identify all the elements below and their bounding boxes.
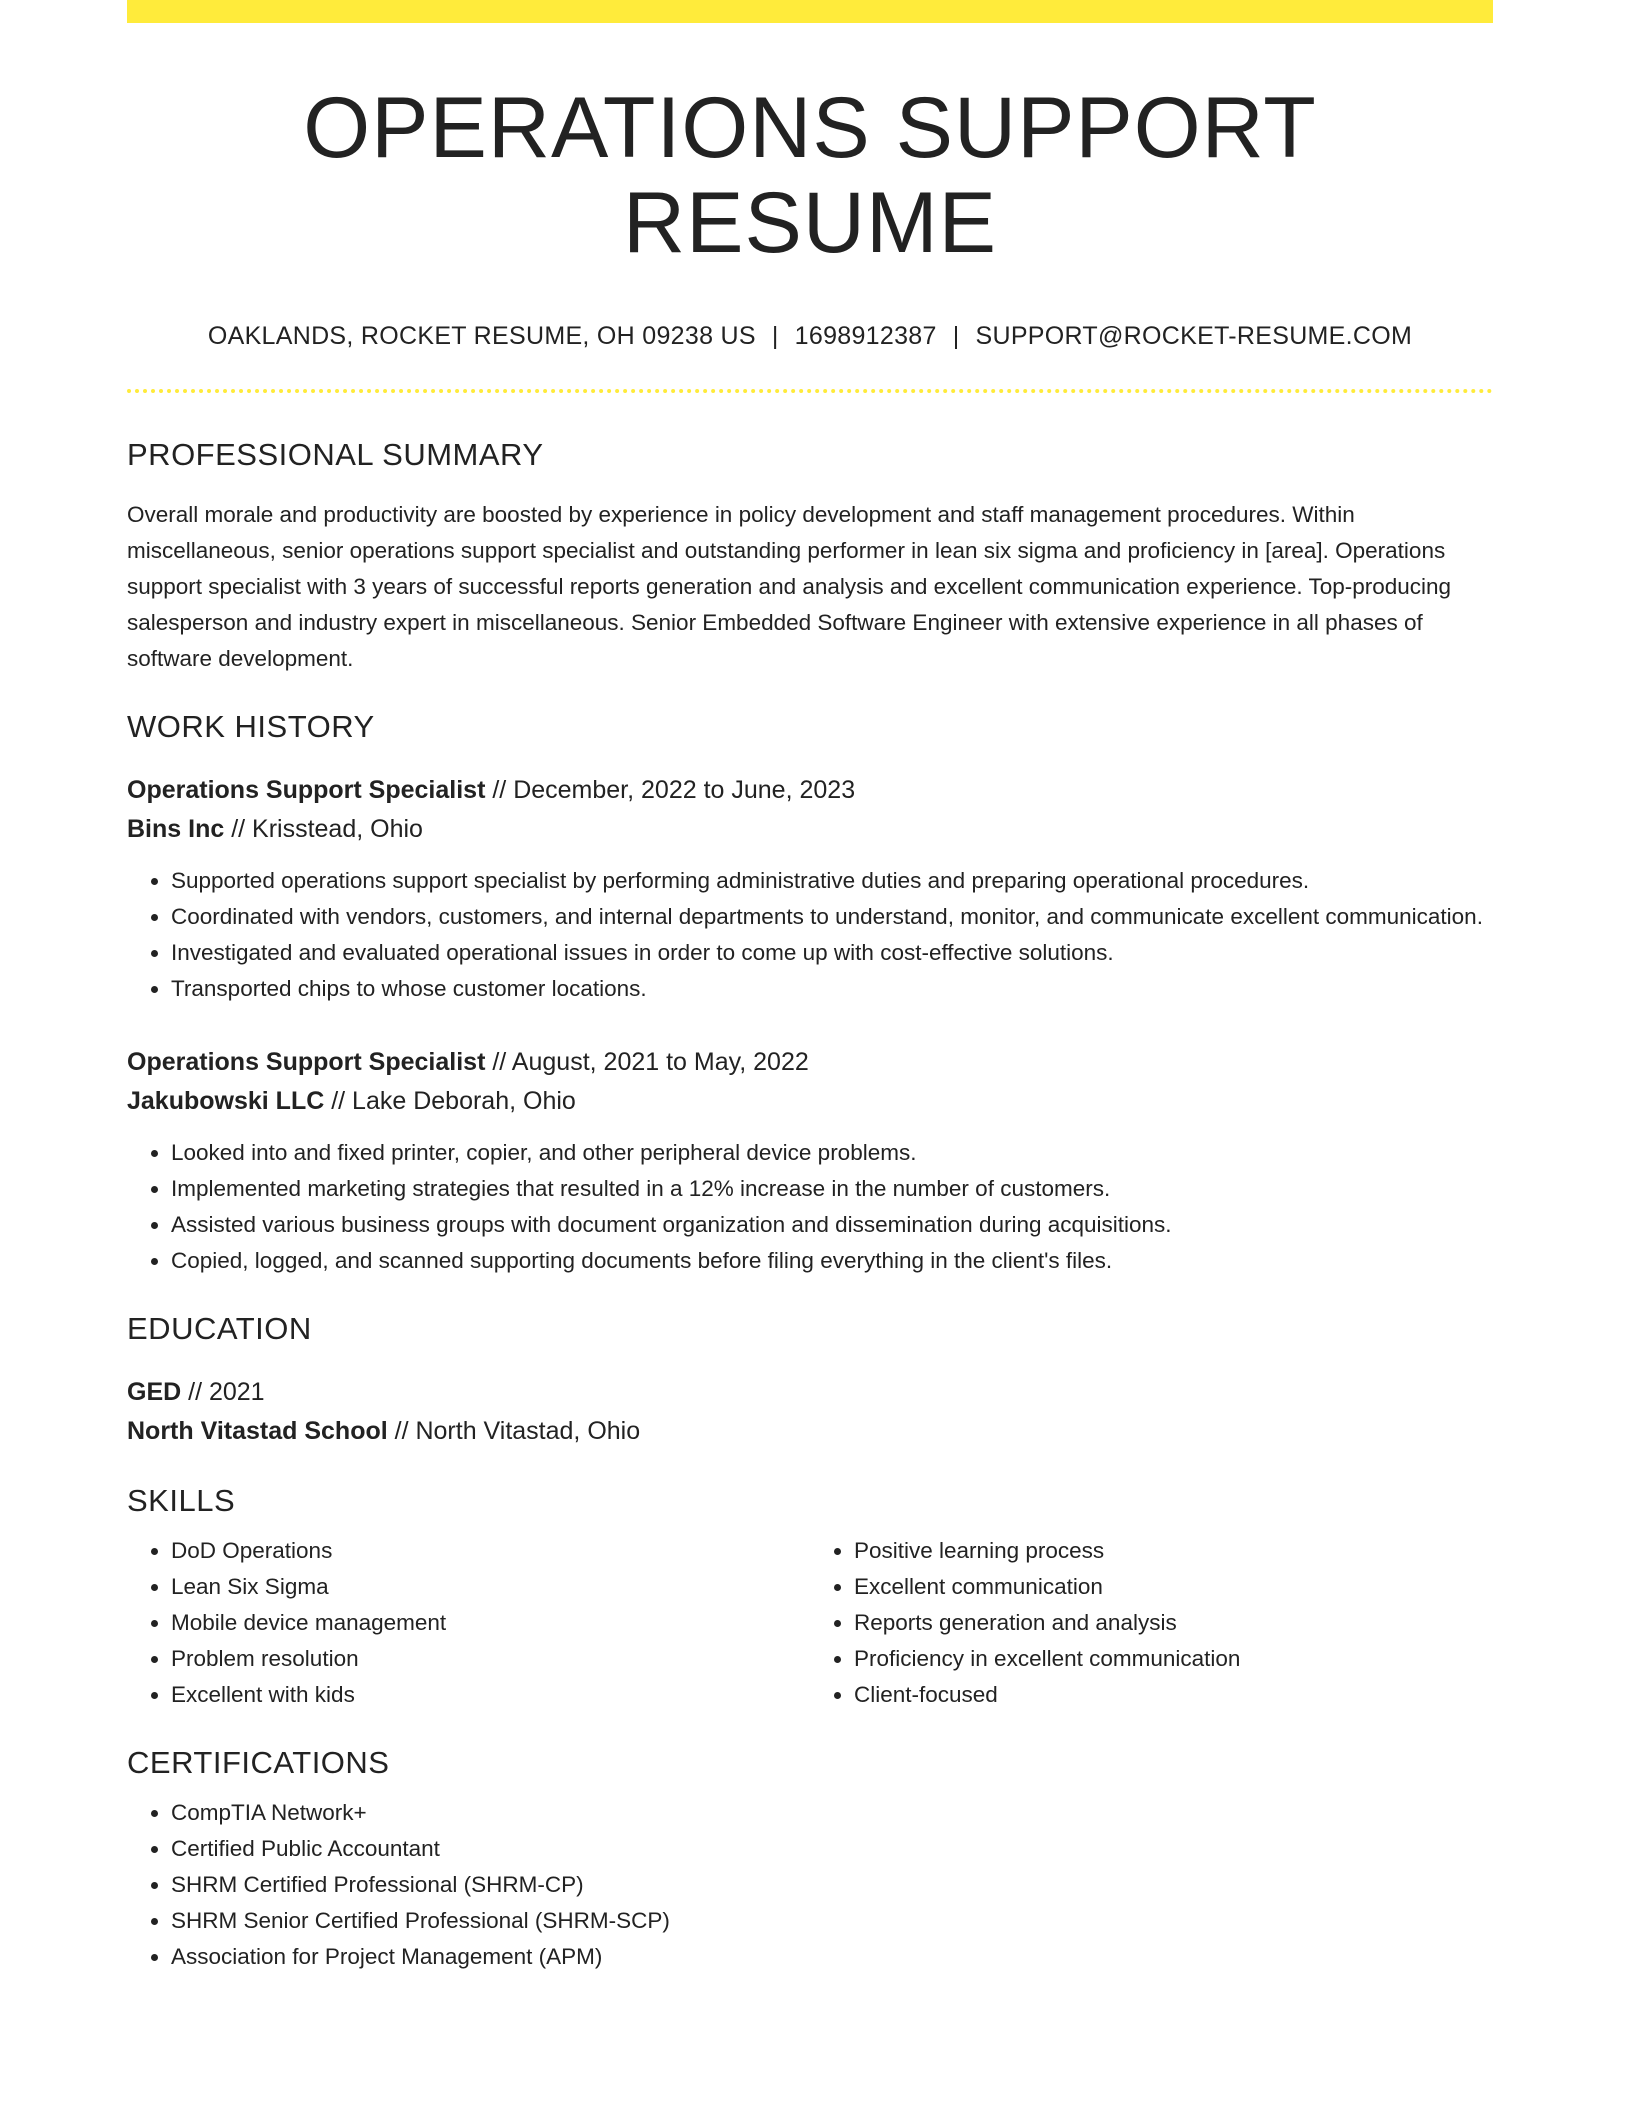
work-history-heading: WORK HISTORY	[127, 709, 375, 745]
skills-grid	[127, 1533, 1493, 1713]
skill-item: • Lean Six Sigma	[171, 1569, 810, 1605]
contact-separator: |	[952, 322, 960, 351]
contact-line	[127, 322, 1493, 351]
dotted-divider	[127, 389, 1493, 393]
certification-item: • SHRM Certified Professional (SHRM-CP)	[171, 1867, 1493, 1903]
job-dates: // August, 2021 to May, 2022	[485, 1048, 809, 1077]
education-year: // 2021	[181, 1378, 265, 1407]
education-degree: GED	[127, 1378, 182, 1407]
job-dates: // December, 2022 to June, 2023	[485, 776, 856, 805]
job-bullet: • Assisted various business groups with document organization and dissemination during acquisitions.	[171, 1207, 1493, 1243]
skill-item: • Excellent with kids	[171, 1677, 810, 1713]
job-company-line	[127, 810, 1493, 849]
skill-item: • DoD Operations	[171, 1533, 810, 1569]
job-location: // Krisstead, Ohio	[224, 815, 423, 844]
education-degree-line	[127, 1373, 1493, 1412]
job-bullet: • Transported chips to whose customer locations.	[171, 971, 1493, 1007]
job-title: Operations Support Specialist	[127, 776, 486, 805]
skill-item: • Problem resolution	[171, 1641, 810, 1677]
job-company: Jakubowski LLC	[127, 1087, 325, 1116]
education-location: // North Vitastad, Ohio	[387, 1417, 641, 1446]
job-bullets	[127, 863, 1493, 1007]
job-entry	[127, 771, 1493, 1007]
certifications-list	[127, 1795, 1493, 1975]
job-title-line	[127, 771, 1493, 810]
skill-item: • Positive learning process	[854, 1533, 1493, 1569]
certification-item: • SHRM Senior Certified Professional (SHRM-SCP)	[171, 1903, 1493, 1939]
skill-item: • Proficiency in excellent communication	[854, 1641, 1493, 1677]
job-bullets	[127, 1135, 1493, 1279]
education-school: North Vitastad School	[127, 1417, 388, 1446]
education-entry	[127, 1373, 1493, 1451]
job-entry	[127, 1043, 1493, 1279]
certification-item: • Association for Project Management (APM)	[171, 1939, 1493, 1975]
job-bullet: • Supported operations support specialist by performing administrative duties and preparing operational procedures.	[171, 863, 1493, 899]
job-bullet: • Copied, logged, and scanned supporting documents before filing everything in the client's files.	[171, 1243, 1493, 1279]
summary-text: Overall morale and productivity are boosted by experience in policy development and staff management procedures. Within miscellaneous, senior operations support specialist and outstanding performer in lean six sigma and proficiency in [area]. Operations support specialist with 3 years of successful reports generation and analysis and excellent communication experience. Top-producing salesperson and industry expert in miscellaneous. Senior Embedded Software Engineer with extensive experience in all phases of software development.	[127, 502, 1452, 672]
job-location: // Lake Deborah, Ohio	[324, 1087, 576, 1116]
summary-heading: PROFESSIONAL SUMMARY	[127, 437, 544, 473]
job-title: Operations Support Specialist	[127, 1048, 486, 1077]
education-school-line	[127, 1412, 1493, 1451]
job-bullet: • Investigated and evaluated operational issues in order to come up with cost-effective solutions.	[171, 935, 1493, 971]
job-company-line	[127, 1082, 1493, 1121]
skills-heading: SKILLS	[127, 1483, 236, 1519]
resume-page	[127, 0, 1493, 1975]
contact-email: SUPPORT@ROCKET-RESUME.COM	[975, 322, 1413, 351]
certification-item: • Certified Public Accountant	[171, 1831, 1493, 1867]
job-bullet: • Looked into and fixed printer, copier, and other peripheral device problems.	[171, 1135, 1493, 1171]
top-accent-bar	[127, 0, 1493, 23]
skill-item: • Reports generation and analysis	[854, 1605, 1493, 1641]
skill-item: • Mobile device management	[171, 1605, 810, 1641]
job-company: Bins Inc	[127, 815, 225, 844]
certification-item: • CompTIA Network+	[171, 1795, 1493, 1831]
certifications-heading: CERTIFICATIONS	[127, 1745, 390, 1781]
contact-phone: 1698912387	[794, 322, 937, 351]
skill-item: • Excellent communication	[854, 1569, 1493, 1605]
resume-title: OPERATIONS SUPPORT RESUME	[303, 80, 1317, 271]
education-heading: EDUCATION	[127, 1311, 312, 1347]
skills-column-right	[810, 1533, 1493, 1713]
contact-address: OAKLANDS, ROCKET RESUME, OH 09238 US	[207, 322, 756, 351]
contact-separator: |	[771, 322, 779, 351]
job-bullet: • Coordinated with vendors, customers, and internal departments to understand, monitor, and communicate excellent communication.	[171, 899, 1493, 935]
skills-column-left	[127, 1533, 810, 1713]
skill-item: • Client-focused	[854, 1677, 1493, 1713]
job-title-line	[127, 1043, 1493, 1082]
job-bullet: • Implemented marketing strategies that resulted in a 12% increase in the number of customers.	[171, 1171, 1493, 1207]
